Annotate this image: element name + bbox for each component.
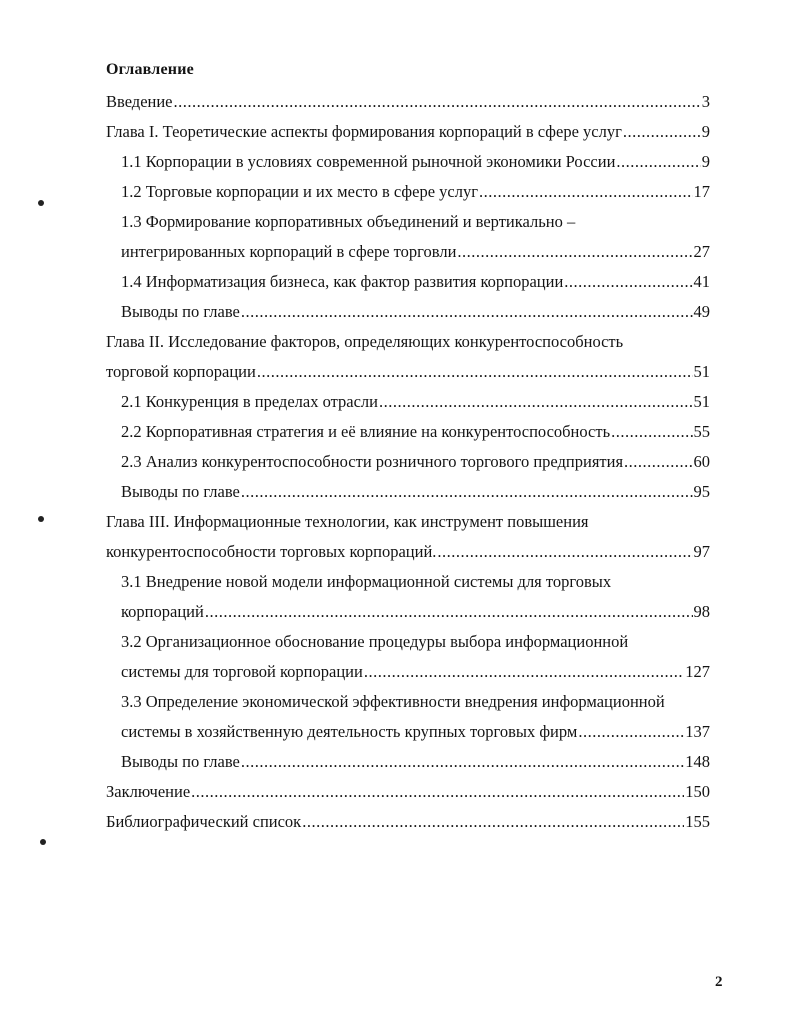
toc-entry-text: 3.1 Внедрение новой модели информационной системы для торговых: [121, 572, 612, 591]
dot-leader: [564, 272, 692, 292]
dot-leader: [241, 752, 684, 772]
dot-leader: [257, 362, 693, 382]
dot-leader: [437, 542, 692, 562]
toc-entry-page: 97: [693, 542, 710, 561]
toc-entry-text: конкурентоспособности торговых корпораций.: [106, 542, 437, 561]
toc-entry-text: Выводы по главе: [121, 482, 240, 501]
toc-entry-page: 127: [685, 662, 710, 681]
toc-entry-text: 2.2 Корпоративная стратегия и её влияние на конкурентоспособность: [121, 422, 611, 441]
toc-entry-text: Глава I. Теоретические аспекты формирования корпораций в сфере услуг: [106, 122, 622, 141]
toc-entry-page: 3: [701, 92, 710, 111]
scan-dot-mark: [38, 516, 44, 522]
dot-leader: [616, 152, 700, 172]
toc-entry-section-2-2[interactable]: [121, 422, 710, 442]
toc-entry-page: 155: [685, 812, 710, 831]
toc-entry-text: Библиографический список: [106, 812, 302, 831]
toc-entry-chapter-2[interactable]: [106, 332, 623, 352]
toc-entry-text: 2.3 Анализ конкурентоспособности розничного торгового предприятия: [121, 452, 624, 471]
toc-entry-conclusion[interactable]: [106, 782, 710, 802]
toc-entry-text: торговой корпорации: [106, 362, 256, 381]
toc-entry-page: 9: [701, 122, 710, 141]
dot-leader: [379, 392, 693, 412]
toc-entry-text: Глава III. Информационные технологии, как инструмент повышения: [106, 512, 589, 531]
toc-entry-text: системы для торговой корпорации: [121, 662, 363, 681]
dot-leader: [302, 812, 684, 832]
toc-entry-section-3-2[interactable]: [121, 632, 628, 652]
toc-entry-page: 60: [693, 452, 710, 471]
dot-leader: [623, 122, 701, 142]
toc-entry-text: 1.4 Информатизация бизнеса, как фактор развития корпорации: [121, 272, 564, 291]
toc-entry-text: корпораций: [121, 602, 204, 621]
scan-dot-mark: [38, 200, 44, 206]
toc-entry-text: 3.2 Организационное обоснование процедуры выбора информационной: [121, 632, 629, 651]
toc-entry-section-3-1-continued[interactable]: [121, 602, 710, 622]
toc-entry-chapter-1-conclusions[interactable]: [121, 302, 710, 322]
toc-entry-text: Введение: [106, 92, 173, 111]
scan-dot-mark: [40, 839, 46, 845]
toc-entry-section-3-1[interactable]: [121, 572, 611, 592]
toc-entry-section-2-1[interactable]: [121, 392, 710, 412]
dot-leader: [611, 422, 692, 442]
toc-entry-section-1-4[interactable]: [121, 272, 710, 292]
dot-leader: [364, 662, 684, 682]
toc-entry-introduction[interactable]: [106, 92, 710, 112]
toc-entry-page: 51: [693, 362, 710, 381]
toc-entry-text: системы в хозяйственную деятельность крупных торговых фирм: [121, 722, 578, 741]
dot-leader: [457, 242, 692, 262]
toc-entry-page: 55: [693, 422, 710, 441]
toc-entry-text: 1.2 Торговые корпорации и их место в сфере услуг: [121, 182, 478, 201]
toc-entry-text: интегрированных корпораций в сфере торговли: [121, 242, 457, 261]
toc-title: Оглавление: [106, 61, 194, 78]
toc-entry-page: 49: [693, 302, 710, 321]
toc-entry-section-3-3[interactable]: [121, 692, 665, 712]
toc-entry-text: 1.3 Формирование корпоративных объединений и вертикально –: [121, 212, 576, 231]
toc-entry-text: 2.1 Конкуренция в пределах отрасли: [121, 392, 378, 411]
toc-entry-chapter-2-conclusions[interactable]: [121, 482, 710, 502]
toc-entry-text: 1.1 Корпорации в условиях современной рыночной экономики России: [121, 152, 616, 171]
toc-entry-page: 17: [693, 182, 710, 201]
page-number: 2: [715, 974, 723, 990]
dot-leader: [191, 782, 684, 802]
toc-entry-page: 95: [693, 482, 710, 501]
toc-entry-chapter-2-continued[interactable]: [106, 362, 710, 382]
toc-entry-text: Выводы по главе: [121, 752, 240, 771]
toc-entry-section-1-1[interactable]: [121, 152, 710, 172]
dot-leader: [205, 602, 693, 622]
toc-entry-page: 9: [701, 152, 710, 171]
toc-entry-section-2-3[interactable]: [121, 452, 710, 472]
toc-entry-page: 51: [693, 392, 710, 411]
dot-leader: [578, 722, 684, 742]
toc-entry-page: 41: [693, 272, 710, 291]
toc-entry-text: Выводы по главе: [121, 302, 240, 321]
toc-entry-page: 150: [685, 782, 710, 801]
toc-entry-chapter-3-continued[interactable]: [106, 542, 710, 562]
toc-entry-section-1-3-continued[interactable]: [121, 242, 710, 262]
dot-leader: [624, 452, 692, 472]
toc-entry-section-3-2-continued[interactable]: [121, 662, 710, 682]
toc-entry-section-1-2[interactable]: [121, 182, 710, 202]
toc-entry-section-1-3[interactable]: [121, 212, 575, 232]
dot-leader: [241, 302, 693, 322]
dot-leader: [174, 92, 701, 112]
toc-entry-section-3-3-continued[interactable]: [121, 722, 710, 742]
toc-entry-page: 27: [693, 242, 710, 261]
toc-entry-chapter-1[interactable]: [106, 122, 710, 142]
toc-entry-page: 98: [693, 602, 710, 621]
toc-entry-chapter-3-conclusions[interactable]: [121, 752, 710, 772]
dot-leader: [241, 482, 693, 502]
toc-entry-page: 137: [685, 722, 710, 741]
toc-entry-text: 3.3 Определение экономической эффективности внедрения информационной: [121, 692, 665, 711]
toc-entry-page: 148: [685, 752, 710, 771]
toc-entry-chapter-3[interactable]: [106, 512, 589, 532]
toc-entry-bibliography[interactable]: [106, 812, 710, 832]
toc-entry-text: Заключение: [106, 782, 191, 801]
toc-entry-text: Глава II. Исследование факторов, определяющих конкурентоспособность: [106, 332, 624, 351]
dot-leader: [479, 182, 693, 202]
